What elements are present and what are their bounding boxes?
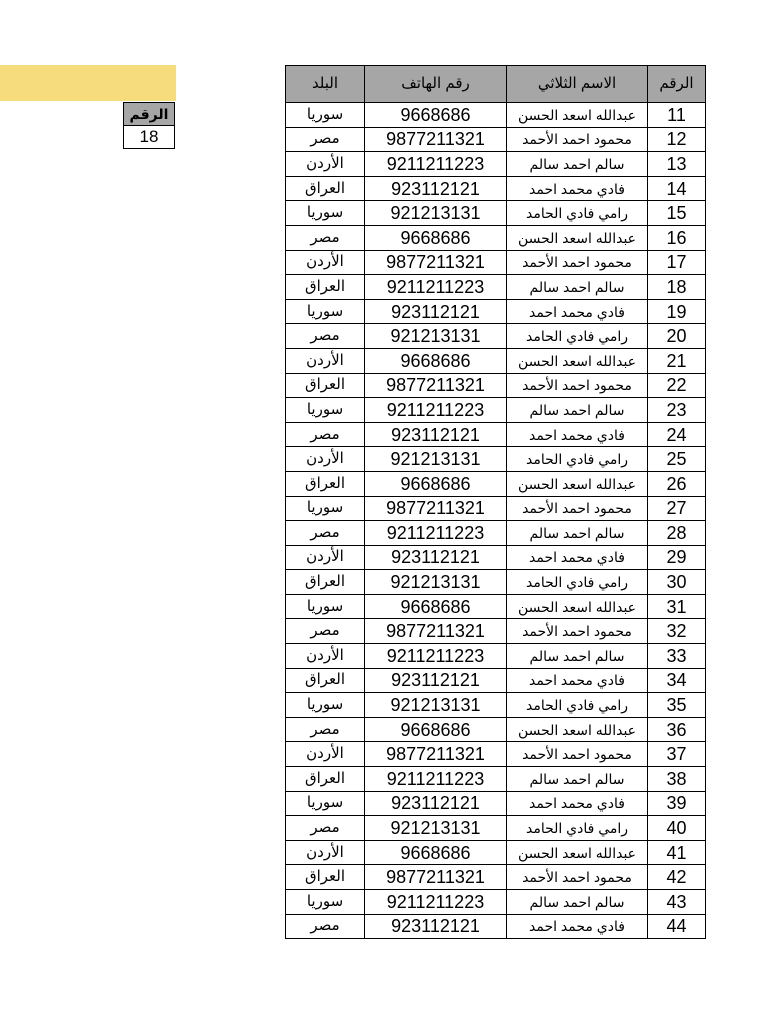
- cell-name[interactable]: عبدالله اسعد الحسن: [507, 840, 648, 865]
- cell-name[interactable]: محمود احمد الأحمد: [507, 742, 648, 767]
- table-row: [286, 471, 706, 496]
- lookup-value-cell[interactable]: 18: [124, 126, 175, 149]
- cell-number[interactable]: 26: [648, 471, 706, 496]
- lookup-box: [123, 102, 175, 149]
- cell-name[interactable]: سالم احمد سالم: [507, 521, 648, 546]
- cell-number[interactable]: 12: [648, 127, 706, 152]
- table-row: [286, 619, 706, 644]
- cell-number[interactable]: 22: [648, 373, 706, 398]
- header-row: [286, 66, 706, 103]
- cell-country[interactable]: مصر: [286, 225, 365, 250]
- cell-name[interactable]: محمود احمد الأحمد: [507, 865, 648, 890]
- cell-country[interactable]: مصر: [286, 521, 365, 546]
- cell-number[interactable]: 24: [648, 422, 706, 447]
- table-row: [286, 152, 706, 177]
- table-row: [286, 225, 706, 250]
- cell-phone[interactable]: 921213131: [365, 693, 507, 718]
- cell-phone[interactable]: 9668686: [365, 225, 507, 250]
- highlighted-cell-band: [0, 65, 176, 101]
- table-row: [286, 865, 706, 890]
- cell-number[interactable]: 16: [648, 225, 706, 250]
- cell-name[interactable]: رامي فادي الحامد: [507, 324, 648, 349]
- table-row: [286, 742, 706, 767]
- cell-phone[interactable]: 9211211223: [365, 275, 507, 300]
- cell-phone[interactable]: 9877211321: [365, 127, 507, 152]
- table-row: [286, 422, 706, 447]
- cell-name[interactable]: عبدالله اسعد الحسن: [507, 594, 648, 619]
- cell-name[interactable]: فادي محمد احمد: [507, 545, 648, 570]
- table-row: [286, 348, 706, 373]
- cell-phone[interactable]: 923112121: [365, 668, 507, 693]
- cell-name[interactable]: عبدالله اسعد الحسن: [507, 225, 648, 250]
- cell-number[interactable]: 42: [648, 865, 706, 890]
- cell-country[interactable]: سوريا: [286, 594, 365, 619]
- cell-country[interactable]: سوريا: [286, 103, 365, 128]
- cell-phone[interactable]: 923112121: [365, 422, 507, 447]
- cell-number[interactable]: 13: [648, 152, 706, 177]
- cell-name[interactable]: رامي فادي الحامد: [507, 816, 648, 841]
- cell-phone[interactable]: 921213131: [365, 570, 507, 595]
- table-row: [286, 201, 706, 226]
- cell-number[interactable]: 14: [648, 176, 706, 201]
- cell-name[interactable]: فادي محمد احمد: [507, 176, 648, 201]
- cell-country[interactable]: مصر: [286, 324, 365, 349]
- cell-country[interactable]: سوريا: [286, 791, 365, 816]
- cell-country[interactable]: الأردن: [286, 840, 365, 865]
- table-row: [286, 570, 706, 595]
- cell-country[interactable]: الأردن: [286, 348, 365, 373]
- cell-phone[interactable]: 921213131: [365, 447, 507, 472]
- cell-phone[interactable]: 923112121: [365, 176, 507, 201]
- cell-number[interactable]: 29: [648, 545, 706, 570]
- cell-country[interactable]: مصر: [286, 619, 365, 644]
- cell-phone[interactable]: 9211211223: [365, 152, 507, 177]
- cell-country[interactable]: العراق: [286, 570, 365, 595]
- cell-name[interactable]: عبدالله اسعد الحسن: [507, 471, 648, 496]
- table-row: [286, 275, 706, 300]
- cell-country[interactable]: سوريا: [286, 496, 365, 521]
- cell-country[interactable]: الأردن: [286, 152, 365, 177]
- table-row: [286, 594, 706, 619]
- table-row: [286, 668, 706, 693]
- table-row: [286, 791, 706, 816]
- cell-country[interactable]: العراق: [286, 668, 365, 693]
- table-row: [286, 521, 706, 546]
- table-row: [286, 914, 706, 939]
- cell-name[interactable]: سالم احمد سالم: [507, 152, 648, 177]
- cell-number[interactable]: 32: [648, 619, 706, 644]
- cell-phone[interactable]: 923112121: [365, 914, 507, 939]
- table-row: [286, 324, 706, 349]
- cell-name[interactable]: فادي محمد احمد: [507, 422, 648, 447]
- cell-country[interactable]: مصر: [286, 717, 365, 742]
- header-country: البلد: [286, 66, 365, 103]
- table-row: [286, 890, 706, 915]
- cell-name[interactable]: محمود احمد الأحمد: [507, 373, 648, 398]
- cell-number[interactable]: 36: [648, 717, 706, 742]
- cell-number[interactable]: 34: [648, 668, 706, 693]
- cell-phone[interactable]: 921213131: [365, 324, 507, 349]
- table-row: [286, 717, 706, 742]
- cell-country[interactable]: سوريا: [286, 398, 365, 423]
- cell-number[interactable]: 39: [648, 791, 706, 816]
- cell-country[interactable]: مصر: [286, 816, 365, 841]
- cell-country[interactable]: الأردن: [286, 742, 365, 767]
- cell-name[interactable]: سالم احمد سالم: [507, 398, 648, 423]
- cell-name[interactable]: عبدالله اسعد الحسن: [507, 348, 648, 373]
- table-body: [286, 103, 706, 939]
- table-row: [286, 127, 706, 152]
- cell-country[interactable]: الأردن: [286, 447, 365, 472]
- contacts-table: [285, 65, 706, 939]
- header-number: الرقم: [648, 66, 706, 103]
- cell-number[interactable]: 31: [648, 594, 706, 619]
- cell-country[interactable]: مصر: [286, 914, 365, 939]
- cell-number[interactable]: 35: [648, 693, 706, 718]
- cell-phone[interactable]: 9877211321: [365, 250, 507, 275]
- cell-number[interactable]: 18: [648, 275, 706, 300]
- cell-country[interactable]: الأردن: [286, 250, 365, 275]
- cell-number[interactable]: 20: [648, 324, 706, 349]
- cell-phone[interactable]: 9668686: [365, 471, 507, 496]
- table-row: [286, 398, 706, 423]
- cell-phone[interactable]: 923112121: [365, 791, 507, 816]
- cell-number[interactable]: 23: [648, 398, 706, 423]
- cell-phone[interactable]: 921213131: [365, 201, 507, 226]
- cell-phone[interactable]: 9877211321: [365, 865, 507, 890]
- cell-name[interactable]: رامي فادي الحامد: [507, 201, 648, 226]
- cell-phone[interactable]: 923112121: [365, 545, 507, 570]
- cell-number[interactable]: 37: [648, 742, 706, 767]
- cell-number[interactable]: 41: [648, 840, 706, 865]
- cell-name[interactable]: محمود احمد الأحمد: [507, 250, 648, 275]
- cell-phone[interactable]: 9668686: [365, 717, 507, 742]
- table-row: [286, 447, 706, 472]
- cell-name[interactable]: محمود احمد الأحمد: [507, 127, 648, 152]
- cell-number[interactable]: 11: [648, 103, 706, 128]
- table-row: [286, 644, 706, 669]
- cell-number[interactable]: 25: [648, 447, 706, 472]
- cell-number[interactable]: 30: [648, 570, 706, 595]
- table-row: [286, 373, 706, 398]
- cell-name[interactable]: سالم احمد سالم: [507, 644, 648, 669]
- cell-country[interactable]: مصر: [286, 422, 365, 447]
- cell-country[interactable]: العراق: [286, 373, 365, 398]
- lookup-header: الرقم: [124, 103, 175, 126]
- cell-country[interactable]: سوريا: [286, 693, 365, 718]
- cell-phone[interactable]: 9211211223: [365, 398, 507, 423]
- cell-phone[interactable]: 9211211223: [365, 890, 507, 915]
- cell-country[interactable]: العراق: [286, 471, 365, 496]
- table-row: [286, 816, 706, 841]
- cell-name[interactable]: سالم احمد سالم: [507, 275, 648, 300]
- cell-name[interactable]: سالم احمد سالم: [507, 767, 648, 792]
- cell-name[interactable]: رامي فادي الحامد: [507, 693, 648, 718]
- cell-name[interactable]: رامي فادي الحامد: [507, 570, 648, 595]
- header-phone: رقم الهاتف: [365, 66, 507, 103]
- cell-name[interactable]: فادي محمد احمد: [507, 299, 648, 324]
- cell-name[interactable]: فادي محمد احمد: [507, 914, 648, 939]
- cell-phone[interactable]: 9211211223: [365, 767, 507, 792]
- cell-country[interactable]: الأردن: [286, 644, 365, 669]
- cell-phone[interactable]: 9877211321: [365, 496, 507, 521]
- cell-number[interactable]: 15: [648, 201, 706, 226]
- table-row: [286, 767, 706, 792]
- cell-country[interactable]: العراق: [286, 767, 365, 792]
- cell-phone[interactable]: 9668686: [365, 840, 507, 865]
- cell-phone[interactable]: 9668686: [365, 348, 507, 373]
- cell-number[interactable]: 33: [648, 644, 706, 669]
- cell-number[interactable]: 17: [648, 250, 706, 275]
- cell-number[interactable]: 38: [648, 767, 706, 792]
- cell-country[interactable]: سوريا: [286, 201, 365, 226]
- cell-country[interactable]: مصر: [286, 127, 365, 152]
- cell-number[interactable]: 19: [648, 299, 706, 324]
- table-row: [286, 299, 706, 324]
- table-row: [286, 840, 706, 865]
- cell-phone[interactable]: 9211211223: [365, 521, 507, 546]
- table-row: [286, 176, 706, 201]
- cell-name[interactable]: محمود احمد الأحمد: [507, 496, 648, 521]
- cell-phone[interactable]: 9668686: [365, 103, 507, 128]
- cell-country[interactable]: سوريا: [286, 299, 365, 324]
- cell-country[interactable]: الأردن: [286, 545, 365, 570]
- table-row: [286, 103, 706, 128]
- table-row: [286, 496, 706, 521]
- cell-number[interactable]: 43: [648, 890, 706, 915]
- cell-name[interactable]: فادي محمد احمد: [507, 668, 648, 693]
- cell-phone[interactable]: 9877211321: [365, 742, 507, 767]
- cell-name[interactable]: رامي فادي الحامد: [507, 447, 648, 472]
- cell-phone[interactable]: 923112121: [365, 299, 507, 324]
- cell-name[interactable]: فادي محمد احمد: [507, 791, 648, 816]
- cell-phone[interactable]: 9877211321: [365, 619, 507, 644]
- cell-country[interactable]: العراق: [286, 176, 365, 201]
- cell-country[interactable]: العراق: [286, 865, 365, 890]
- cell-name[interactable]: عبدالله اسعد الحسن: [507, 103, 648, 128]
- cell-number[interactable]: 21: [648, 348, 706, 373]
- table-row: [286, 693, 706, 718]
- cell-phone[interactable]: 9668686: [365, 594, 507, 619]
- table-row: [286, 250, 706, 275]
- cell-name[interactable]: سالم احمد سالم: [507, 890, 648, 915]
- cell-phone[interactable]: 9877211321: [365, 373, 507, 398]
- cell-country[interactable]: سوريا: [286, 890, 365, 915]
- table-row: [286, 545, 706, 570]
- cell-number[interactable]: 27: [648, 496, 706, 521]
- cell-name[interactable]: محمود احمد الأحمد: [507, 619, 648, 644]
- cell-number[interactable]: 40: [648, 816, 706, 841]
- cell-name[interactable]: عبدالله اسعد الحسن: [507, 717, 648, 742]
- header-name: الاسم الثلاثي: [507, 66, 648, 103]
- cell-phone[interactable]: 921213131: [365, 816, 507, 841]
- cell-phone[interactable]: 9211211223: [365, 644, 507, 669]
- cell-number[interactable]: 28: [648, 521, 706, 546]
- cell-country[interactable]: العراق: [286, 275, 365, 300]
- cell-number[interactable]: 44: [648, 914, 706, 939]
